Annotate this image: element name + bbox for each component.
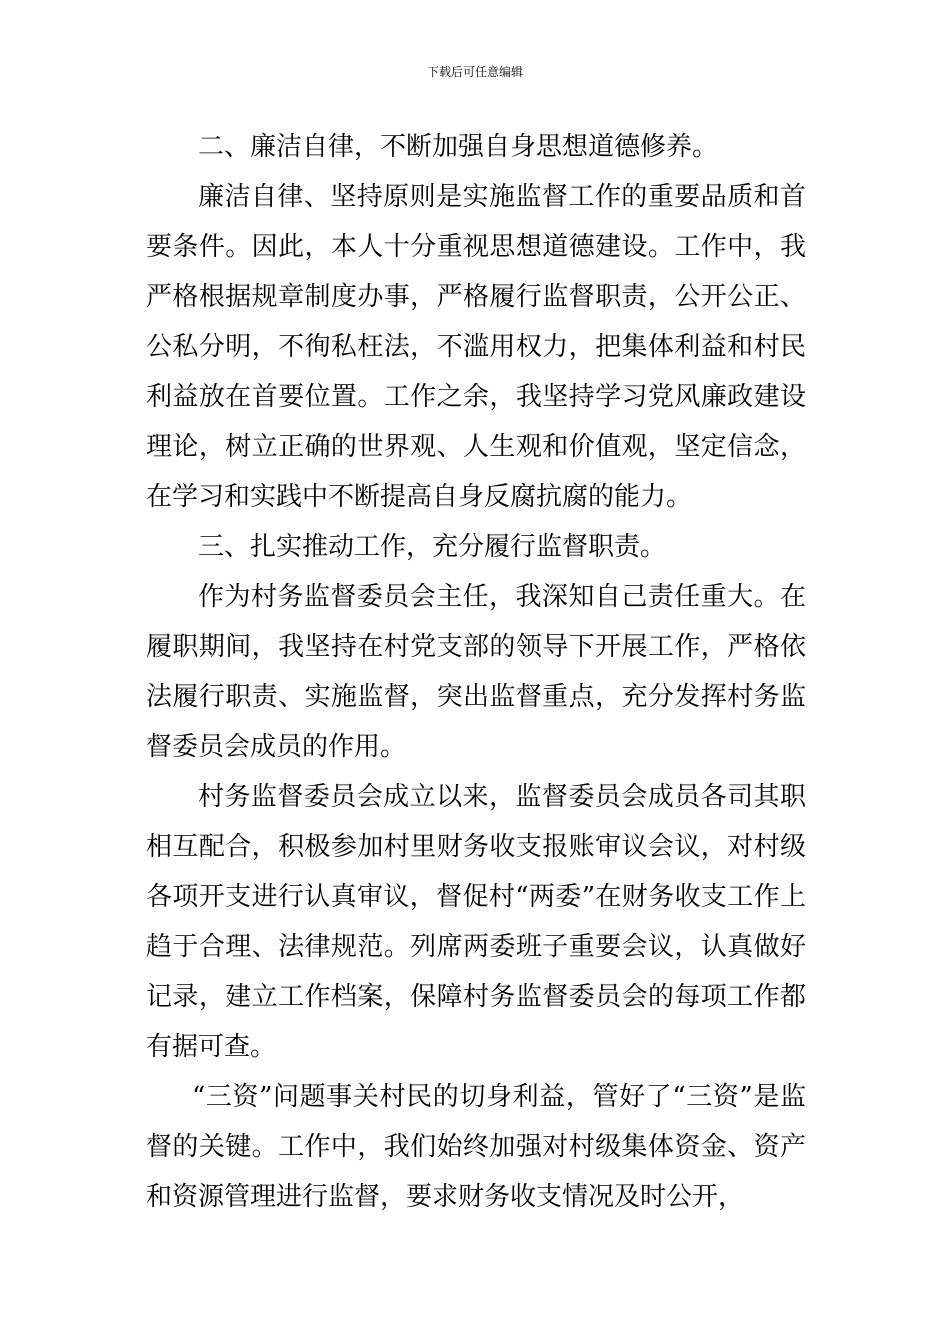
section-heading-3: 三、扎实推动工作，充分履行监督职责。 bbox=[198, 532, 667, 562]
page-header: 下载后可任意编辑 bbox=[426, 65, 523, 79]
paragraph: 作为村务监督委员会主任，我深知自己责任重大。在履职期间，我坚持在村党支部的领导下开展工作，严格依法履行职责、实施监督，突出监督重点，充分发挥村务监督委员会成员的作用。 bbox=[146, 582, 806, 762]
section-heading-2: 二、廉洁自律，不断加强自身思想道德修养。 bbox=[198, 132, 719, 162]
paragraph: 廉洁自律、坚持原则是实施监督工作的重要品质和首要条件。因此，本人十分重视思想道德建设。工作中，我严格根据规章制度办事，严格履行监督职责，公开公正、公私分明，不徇私枉法，不滥用权力，把集体利益和村民利益放在首要位置。工作之余，我坚持学习党风廉政建设理论，树立正确的世界观、人生观和价值观，坚定信念，在学习和实践中不断提高自身反腐抗腐的能力。 bbox=[146, 182, 806, 512]
paragraph: 村务监督委员会成立以来，监督委员会成员各司其职相互配合，积极参加村里财务收支报账审议会议，对村级各项开支进行认真审议，督促村“两委”在财务收支工作上趋于合理、法律规范。列席两委班子重要会议，认真做好记录，建立工作档案，保障村务监督委员会的每项工作都有据可查。 bbox=[146, 782, 806, 1062]
paragraph: “三资”问题事关村民的切身利益，管好了“三资”是监督的关键。工作中，我们始终加强对村级集体资金、资产和资源管理进行监督，要求财务收支情况及时公开， bbox=[146, 1082, 806, 1212]
document-body bbox=[146, 122, 806, 1222]
